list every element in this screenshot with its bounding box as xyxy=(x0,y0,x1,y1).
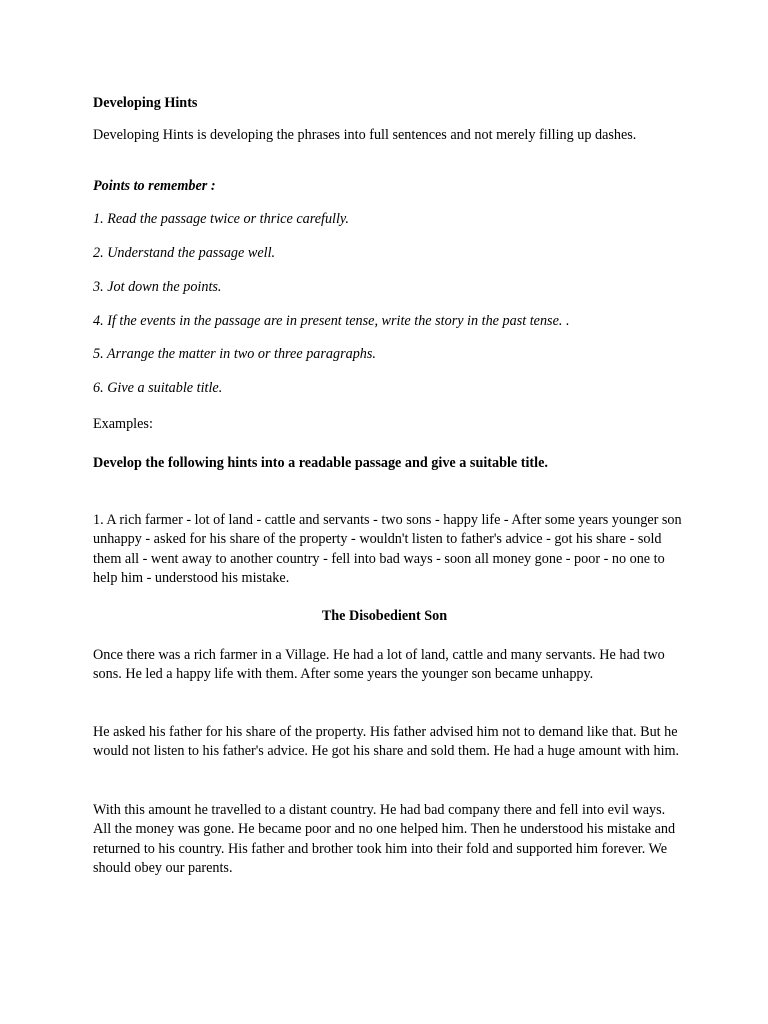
page-heading: Developing Hints xyxy=(93,95,198,111)
points-heading: Points to remember : xyxy=(93,178,216,194)
instruction-text: Develop the following hints into a readable passage and give a suitable title. xyxy=(93,455,548,471)
point-item-6: 6. Give a suitable title. xyxy=(93,380,223,396)
story-paragraph-1: Once there was a rich farmer in a Village. He had a lot of land, cattle and many servants. He had two sons. He led a happy life with them. After some years the younger son became unhappy. xyxy=(93,647,665,683)
story-paragraph-3: With this amount he travelled to a distant country. He had bad company there and fell into evil ways. All the money was gone. He became poor and no one helped him. Then he understood his mistake and returned to his country. His father and brother took him into their fold and supported him forever. We should obey our parents. xyxy=(93,802,676,876)
story-paragraph-2: He asked his father for his share of the property. His father advised him not to demand like that. But he would not listen to his father's advice. He got his share and sold them. He had a huge amount with him. xyxy=(93,724,680,760)
point-item-5: 5. Arrange the matter in two or three paragraphs. xyxy=(93,346,376,362)
point-item-2: 2. Understand the passage well. xyxy=(93,245,276,261)
point-item-1: 1. Read the passage twice or thrice carefully. xyxy=(93,211,349,227)
story-title: The Disobedient Son xyxy=(321,608,448,624)
examples-label: Examples: xyxy=(93,416,153,432)
hints-paragraph: 1. A rich farmer - lot of land - cattle and servants - two sons - happy life - After some years younger son unhappy - asked for his share of the property - wouldn't listen to father's advice - got his share - sold them all - went away to another country - fell into bad ways - soon all money gone - poor - no one to help him - understood his mistake. xyxy=(93,512,682,586)
point-item-3: 3. Jot down the points. xyxy=(93,279,222,295)
intro-paragraph: Developing Hints is developing the phrases into full sentences and not merely filling up dashes. xyxy=(93,127,637,143)
point-item-4: 4. If the events in the passage are in present tense, write the story in the past tense. . xyxy=(93,313,570,329)
